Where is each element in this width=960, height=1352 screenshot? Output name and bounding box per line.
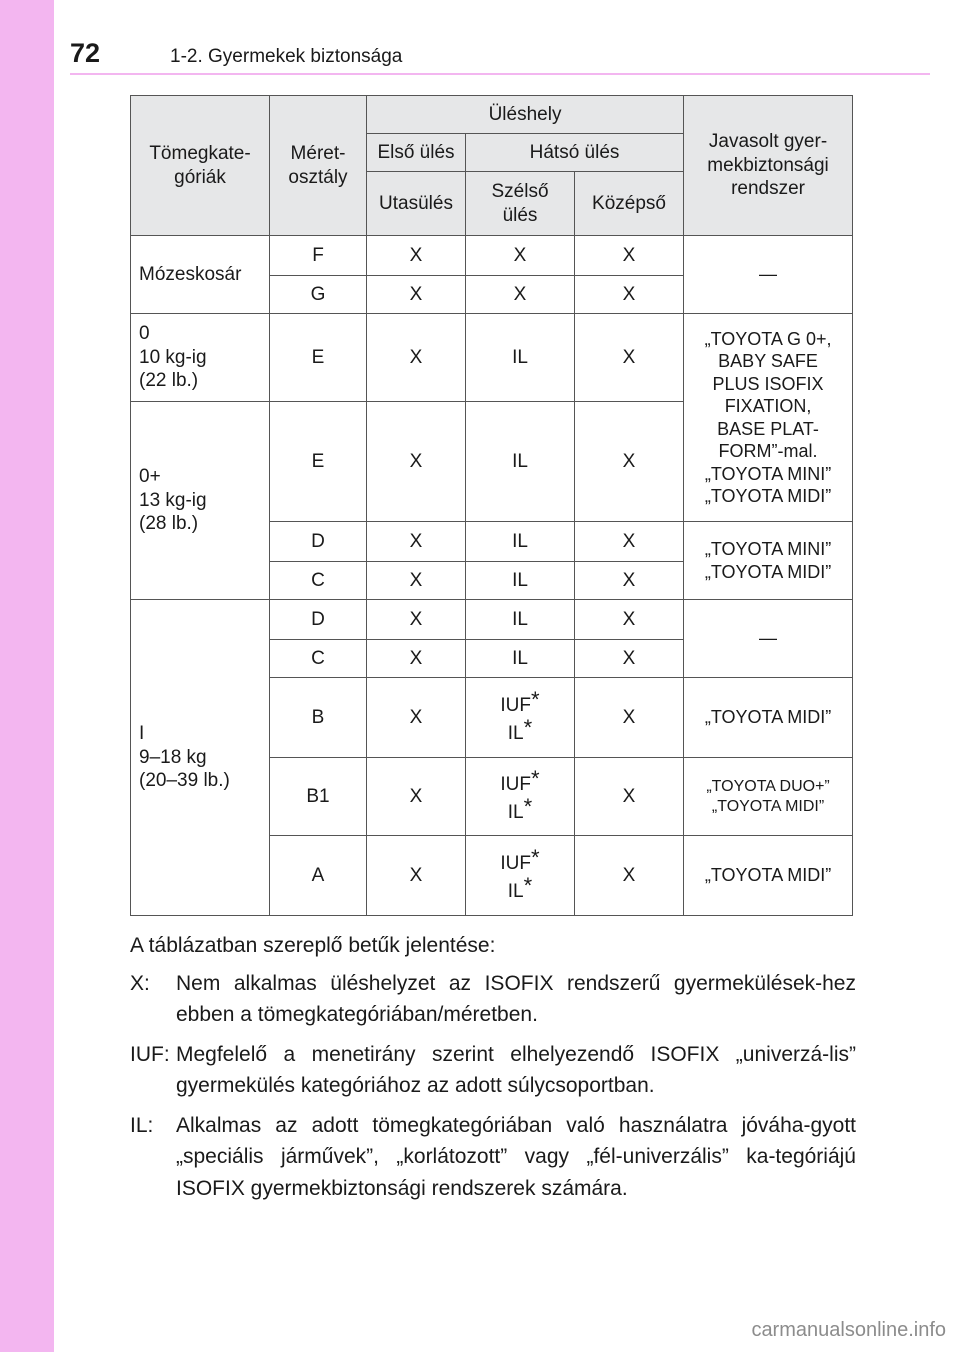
table-row [131,314,853,402]
legend-intro: A táblázatban szereplő betűk jelentése: [130,934,496,957]
outboard-cell: IL [466,640,575,678]
center-cell: X [575,600,684,640]
legend-text: Alkalmas az adott tömegkategóriában való használatra jóváha-gyott „speciális járművek”, „korlátozott” vagy „fél-univerzális” ka-tegóriájú ISOFIX gyermekbiztonsági rendszerek számára. [176,1113,856,1200]
center-cell: X [575,402,684,522]
recommended-cell: „TOYOTA G 0+, BABY SAFE PLUS ISOFIX FIXATION, BASE PLAT- FORM”-mal. „TOYOTA MINI” „TOYOTA MIDI” [684,314,853,522]
size-cell: F [270,236,367,276]
footnote-star: * [523,872,533,898]
size-cell: B1 [270,758,367,836]
header-passenger-seat: Utasülés [367,172,466,236]
size-cell: D [270,522,367,562]
center-cell: X [575,562,684,600]
passenger-cell: X [367,836,466,916]
footnote-star: * [531,844,540,870]
footnote-star: * [531,686,540,712]
size-cell: G [270,276,367,314]
recommended-cell: „TOYOTA MIDI” [684,678,853,758]
recommended-cell: — [684,600,853,678]
passenger-cell: X [367,522,466,562]
header-recommended-system: Javasolt gyer- mekbiztonsági rendszer [684,96,853,236]
passenger-cell: X [367,640,466,678]
size-cell: C [270,640,367,678]
table-row [131,236,853,276]
header-size-class: Méret- osztály [270,96,367,236]
passenger-cell: X [367,758,466,836]
size-cell: E [270,314,367,402]
outboard-line1: IUF [500,852,532,874]
isofix-seat-table [130,95,853,916]
passenger-cell: X [367,600,466,640]
section-title: 1-2. Gyermekek biztonsága [170,46,403,67]
size-cell: D [270,600,367,640]
center-cell: X [575,836,684,916]
header-mass-group: Tömegkate- góriák [131,96,270,236]
legend-text: Megfelelő a menetirány szerint elhelyezendő ISOFIX „univerzá-lis” gyermekülés kategóriához az adott súlycsoportban. [176,1042,856,1097]
legend-key: IL: [130,1113,154,1137]
center-cell: X [575,276,684,314]
mass-group-cell: Mózeskosár [131,236,270,314]
outboard-cell: IL [466,314,575,402]
outboard-cell [466,678,575,758]
header-seating-position: Üléshely [367,96,684,134]
center-cell: X [575,236,684,276]
passenger-cell: X [367,678,466,758]
center-cell: X [575,522,684,562]
outboard-line2: IL [507,880,524,902]
passenger-cell: X [367,402,466,522]
outboard-cell: X [466,276,575,314]
center-cell: X [575,758,684,836]
outboard-cell [466,758,575,836]
header-center-seat: Középső [575,172,684,236]
outboard-cell [466,836,575,916]
legend-section [130,930,856,1212]
size-cell: C [270,562,367,600]
outboard-cell: X [466,236,575,276]
passenger-cell: X [367,562,466,600]
recommended-cell: „TOYOTA DUO+” „TOYOTA MIDI” [684,758,853,836]
recommended-cell: — [684,236,853,314]
legend-text: Nem alkalmas üléshelyzet az ISOFIX rendszerű gyermekülések-hez ebben a tömegkategóriában/méretben. [176,971,856,1026]
legend-item-iuf [130,1039,856,1102]
side-tab-strip [0,0,54,1352]
outboard-cell: IL [466,562,575,600]
outboard-cell: IL [466,522,575,562]
outboard-cell: IL [466,600,575,640]
footnote-star: * [523,714,533,740]
outboard-cell: IL [466,402,575,522]
size-cell: E [270,402,367,522]
legend-item-il [130,1110,856,1205]
header-front-seat: Első ülés [367,134,466,172]
page-header [70,34,930,74]
passenger-cell: X [367,236,466,276]
footnote-star: * [531,765,540,791]
outboard-line1: IUF [500,694,532,716]
footnote-star: * [523,793,533,819]
legend-key: X: [130,971,150,995]
passenger-cell: X [367,314,466,402]
passenger-cell: X [367,276,466,314]
outboard-line2: IL [507,801,524,823]
size-cell: A [270,836,367,916]
header-outboard-seat: Szélső ülés [466,172,575,236]
page-number: 72 [70,38,101,68]
outboard-line2: IL [507,722,524,744]
legend-item-x [130,968,856,1031]
recommended-cell: „TOYOTA MIDI” [684,836,853,916]
recommended-cell: „TOYOTA MINI” „TOYOTA MIDI” [684,522,853,600]
legend-key: IUF: [130,1042,170,1066]
center-cell: X [575,314,684,402]
mass-group-cell: 0 10 kg-ig (22 lb.) [131,314,270,402]
header-rear-seat: Hátsó ülés [466,134,684,172]
outboard-line1: IUF [500,773,532,795]
table-row [131,600,853,640]
watermark: carmanualsonline.info [751,1319,946,1341]
size-cell: B [270,678,367,758]
center-cell: X [575,678,684,758]
mass-group-cell: 0+ 13 kg-ig (28 lb.) [131,402,270,600]
header-divider [70,73,930,75]
center-cell: X [575,640,684,678]
mass-group-cell: I 9–18 kg (20–39 lb.) [131,600,270,916]
